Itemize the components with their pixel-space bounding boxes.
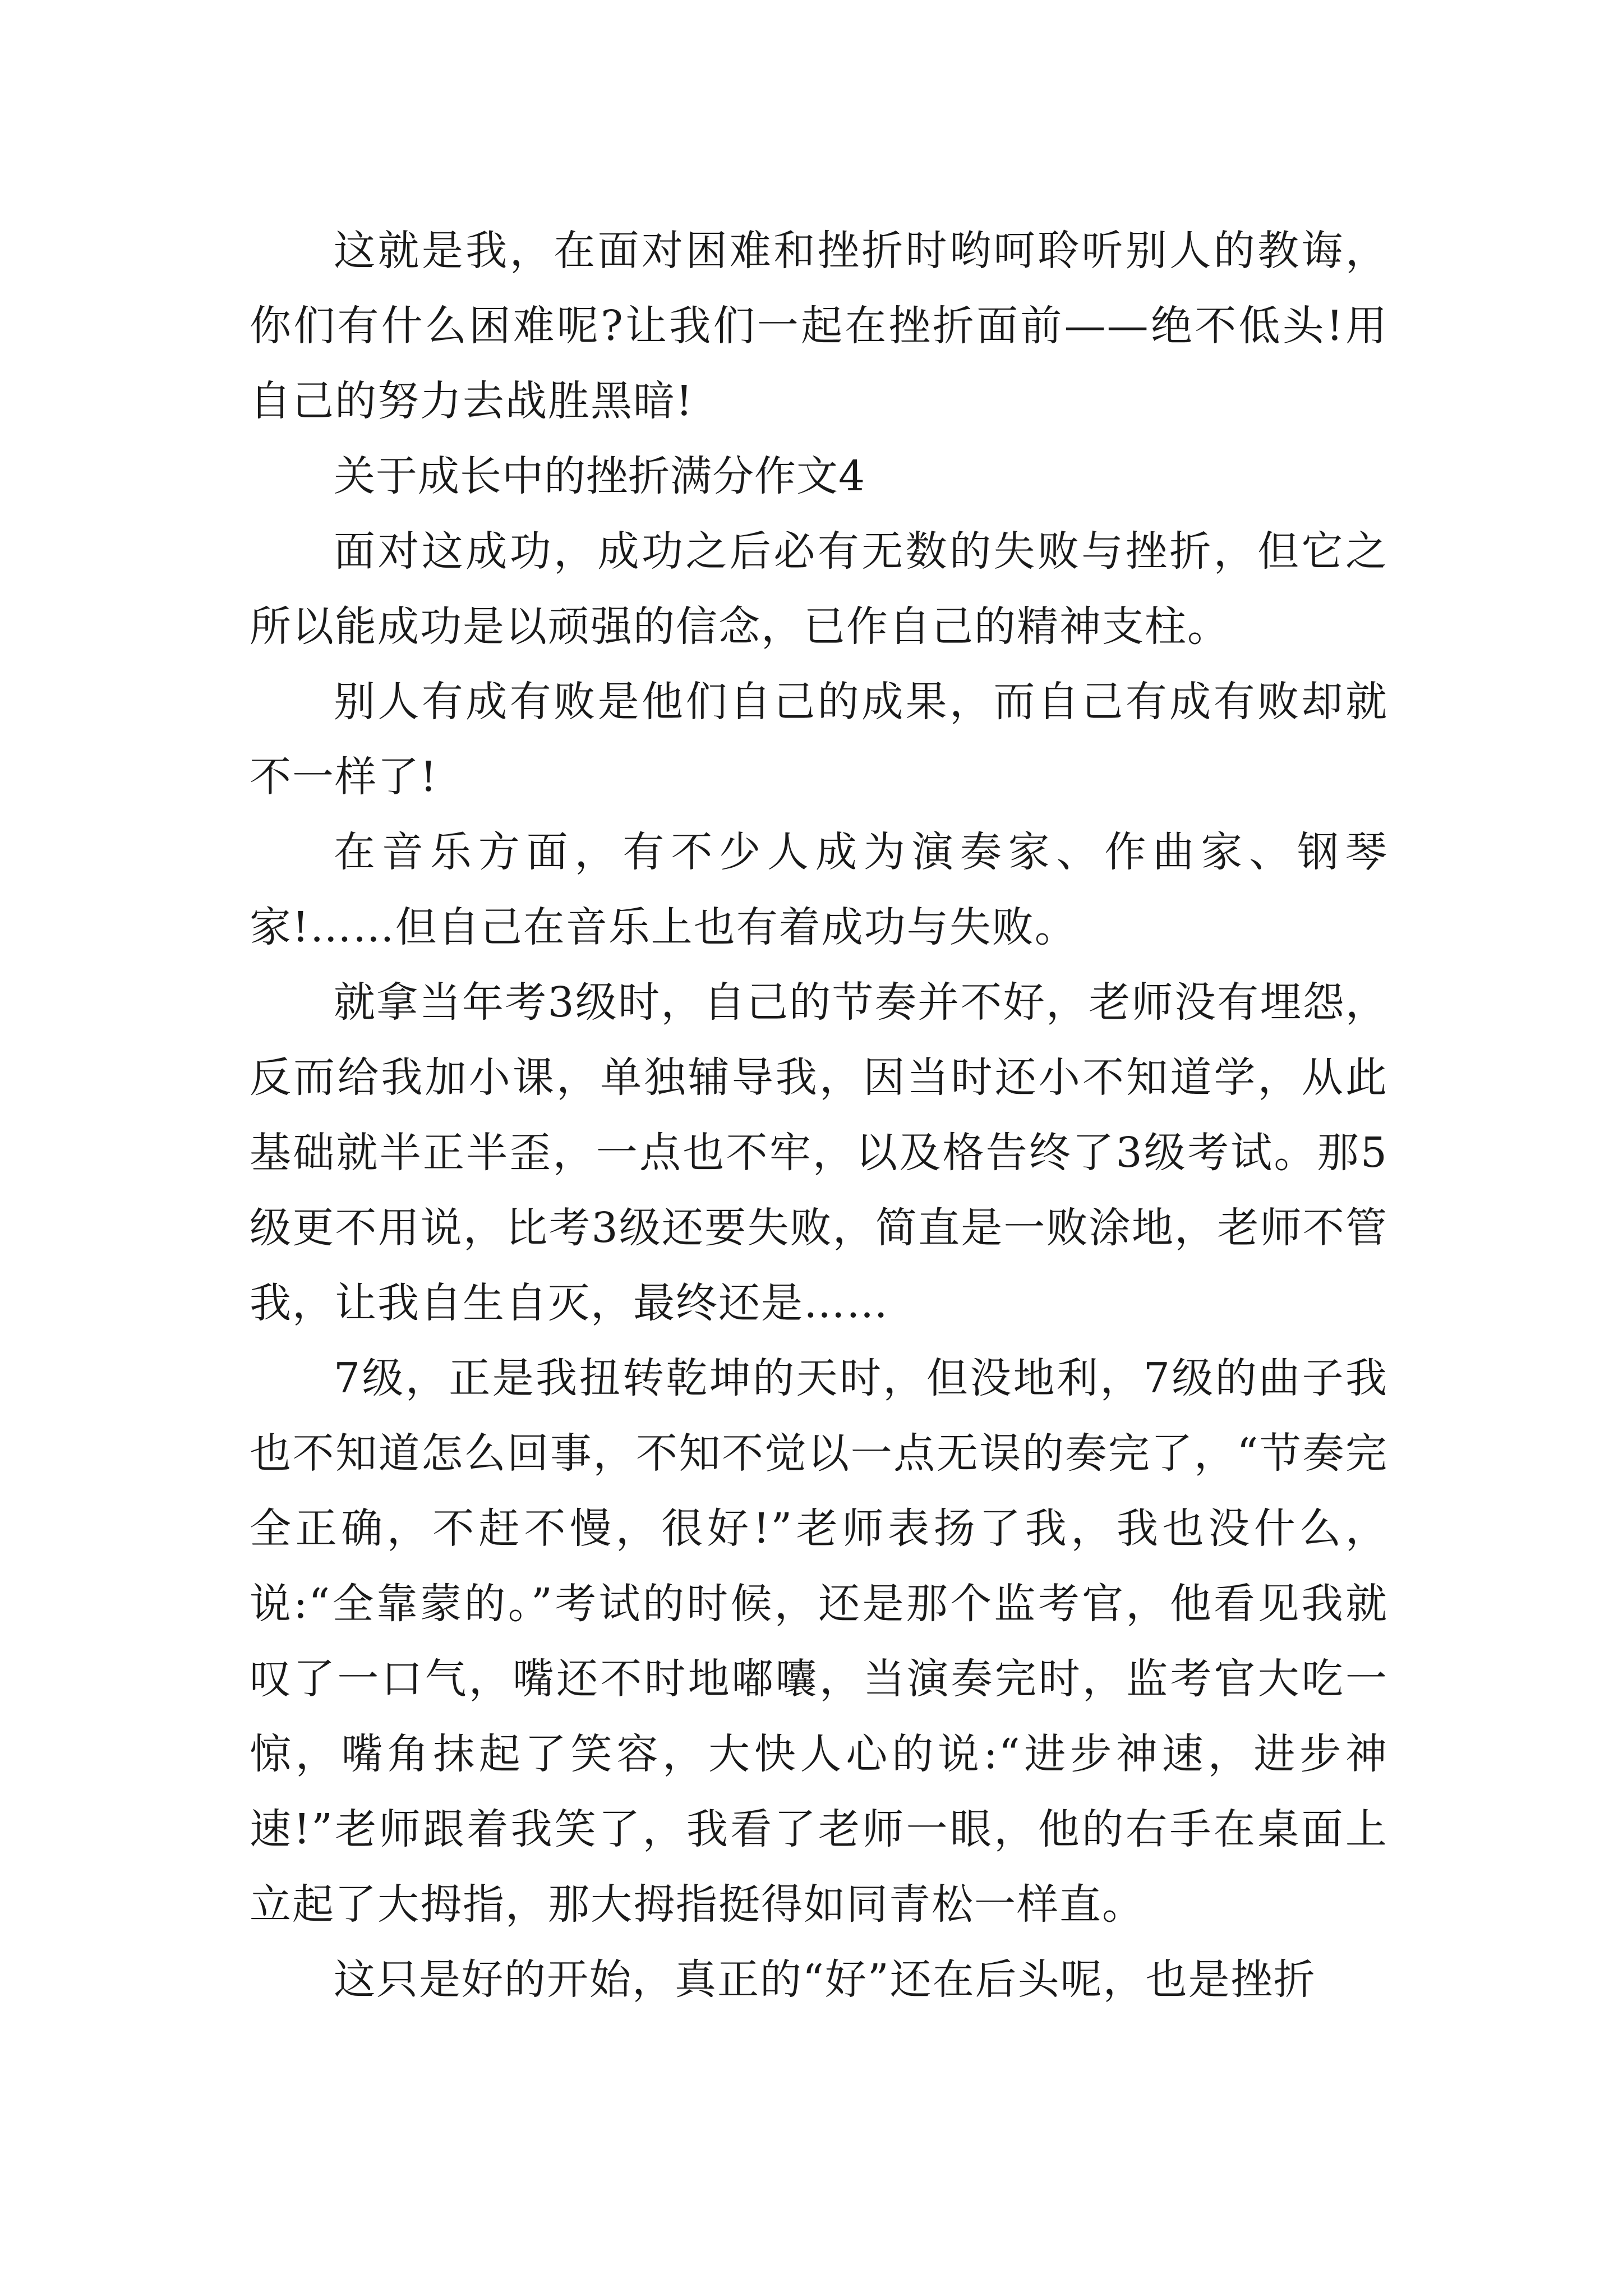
document-page (250, 213, 1388, 2148)
paragraph: 面对这成功，成功之后必有无数的失败与挫折，但它之所以能成功是以顽强的信念，已作自己的精神支柱。 (250, 527, 1388, 651)
paragraph: 就拿当年考3级时，自己的节奏并不好，老师没有埋怨，反而给我加小课，单独辅导我，因当时还小不知道学，从此基础就半正半歪，一点也不牢，以及格告终了3级考试。那5级更不用说，比考3级还要失败，简直是一败涂地，老师不管我，让我自生自灭，最终还是…… (250, 978, 1388, 1327)
section-heading: 关于成长中的挫折满分作文4 (334, 452, 866, 500)
paragraph: 这只是好的开始，真正的“好”还在后头呢，也是挫折 (334, 1955, 1316, 2004)
paragraph: 这就是我，在面对困难和挫折时哟呵聆听别人的教诲，你们有什么困难呢?让我们一起在挫折面前——绝不低头!用自己的努力去战胜黑暗! (250, 227, 1388, 425)
paragraph: 7级，正是我扭转乾坤的天时，但没地利，7级的曲子我也不知道怎么回事，不知不觉以一点无误的奏完了，“节奏完全正确，不赶不慢，很好!”老师表扬了我，我也没什么，说:“全靠蒙的。”考试的时候，还是那个监考官，他看见我就叹了一口气，嘴还不时地嘟囔，当演奏完时，监考官大吃一惊，嘴角抹起了笑容，大快人心的说:“进步神速，进步神速!”老师跟着我笑了，我看了老师一眼，他的右手在桌面上立起了大拇指，那大拇指挺得如同青松一样直。 (250, 1354, 1388, 1929)
paragraph: 在音乐方面，有不少人成为演奏家、作曲家、钢琴家!……但自己在音乐上也有着成功与失败。 (250, 828, 1388, 951)
paragraph: 别人有成有败是他们自己的成果，而自己有成有败却就不一样了! (250, 678, 1388, 801)
